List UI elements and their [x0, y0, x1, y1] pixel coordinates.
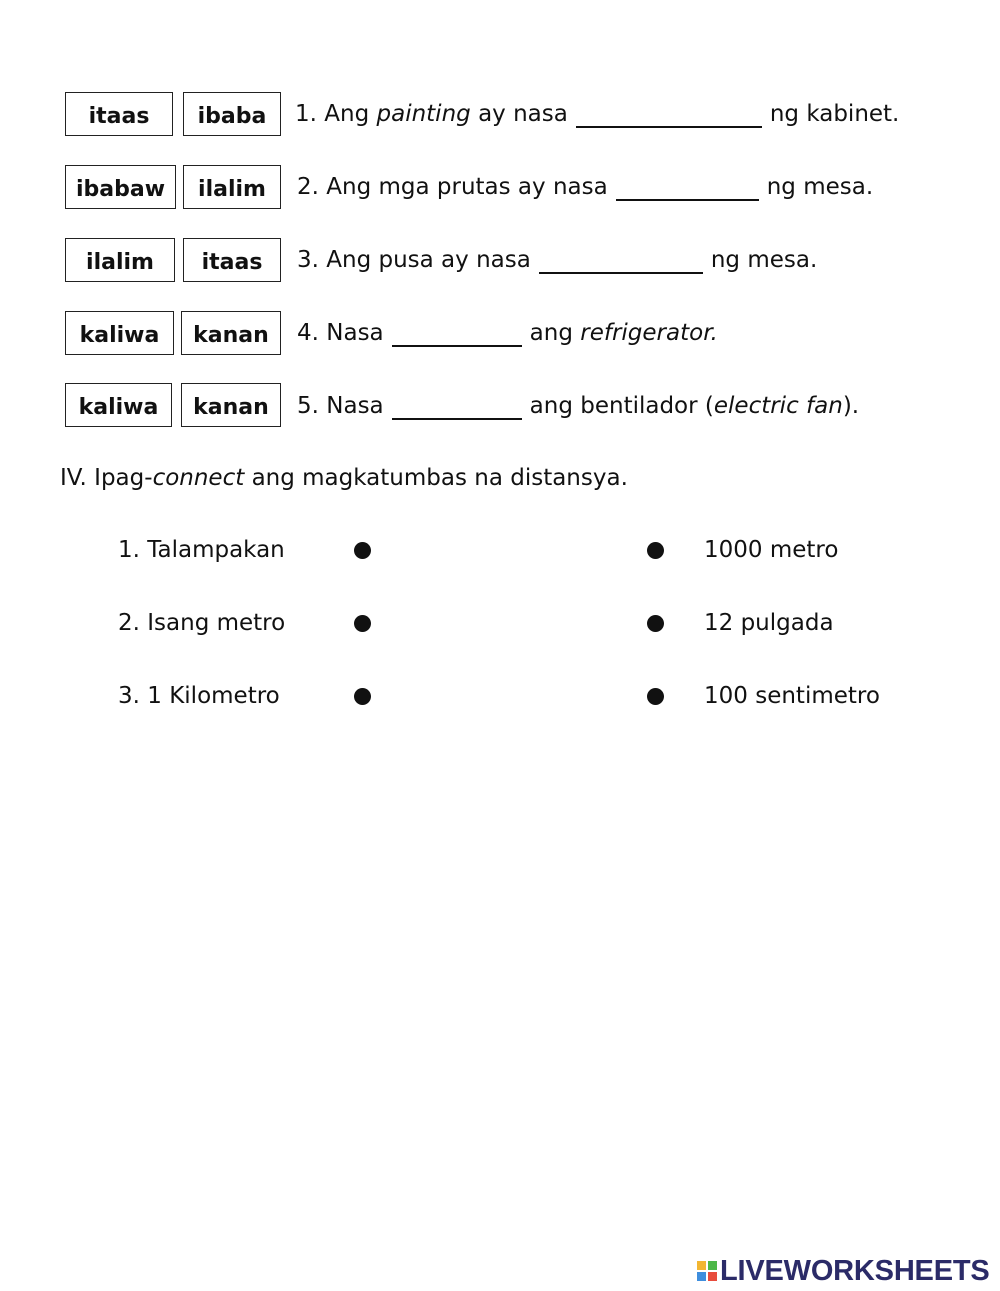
section-title [60, 463, 628, 493]
question-text: Ang [324, 101, 370, 127]
question-text: ng mesa. [766, 174, 874, 200]
question-number: 1. [295, 101, 317, 127]
match-left-3: 3. 1 Kilometro [118, 683, 280, 709]
logo-block [708, 1261, 717, 1270]
match-left-2: 2. Isang metro [118, 610, 286, 636]
choice-itaas[interactable]: itaas [65, 92, 173, 136]
match-left-dot-2[interactable] [354, 615, 371, 632]
question-text: ang [529, 320, 573, 346]
match-left-dot-1[interactable] [354, 542, 371, 559]
question-number: 4. [297, 320, 319, 346]
answer-blank-5[interactable] [392, 394, 522, 420]
question-3 [297, 245, 817, 275]
match-right-dot-1[interactable] [647, 542, 664, 559]
question-text: ng kabinet. [769, 101, 900, 127]
match-right-3: 100 sentimetro [704, 683, 880, 709]
section-title-prefix: IV. Ipag- [60, 465, 153, 491]
question-4 [297, 318, 718, 348]
question-5 [297, 391, 859, 421]
question-italic-word: electric fan [713, 393, 843, 419]
match-right-2: 12 pulgada [704, 610, 834, 636]
choice-kanan[interactable]: kanan [181, 383, 281, 427]
question-italic-word: refrigerator. [580, 320, 718, 346]
logo-block [697, 1272, 706, 1281]
question-text: ng mesa. [710, 247, 818, 273]
logo-block [697, 1261, 706, 1270]
question-number: 3. [297, 247, 319, 273]
choice-ilalim[interactable]: ilalim [65, 238, 175, 282]
answer-blank-2[interactable] [616, 175, 759, 201]
question-italic-word: painting [376, 101, 471, 127]
match-right-1: 1000 metro [704, 537, 839, 563]
match-left-dot-3[interactable] [354, 688, 371, 705]
question-text: Nasa [326, 393, 384, 419]
match-left-1: 1. Talampakan [118, 537, 285, 563]
choice-kanan[interactable]: kanan [181, 311, 281, 355]
question-text: ay nasa [478, 101, 568, 127]
section-title-italic: connect [152, 465, 245, 491]
choice-kaliwa[interactable]: kaliwa [65, 383, 172, 427]
match-right-dot-2[interactable] [647, 615, 664, 632]
choice-kaliwa[interactable]: kaliwa [65, 311, 174, 355]
answer-blank-3[interactable] [539, 248, 703, 274]
question-1 [295, 99, 899, 129]
question-text: Ang mga prutas ay nasa [326, 174, 608, 200]
choice-ibaba[interactable]: ibaba [183, 92, 281, 136]
question-number: 2. [297, 174, 319, 200]
logo-text: LIVEWORKSHEETS [720, 1254, 990, 1287]
match-right-dot-3[interactable] [647, 688, 664, 705]
question-number: 5. [297, 393, 319, 419]
question-text: ang bentilador ( [529, 393, 714, 419]
choice-ilalim[interactable]: ilalim [183, 165, 281, 209]
answer-blank-1[interactable] [576, 102, 762, 128]
liveworksheets-logo [697, 1255, 990, 1287]
answer-blank-4[interactable] [392, 321, 522, 347]
question-text: Nasa [326, 320, 384, 346]
question-text: Ang pusa ay nasa [326, 247, 531, 273]
logo-blocks-icon [697, 1261, 717, 1281]
question-text: ). [842, 393, 860, 419]
section-title-suffix: ang magkatumbas na distansya. [251, 465, 628, 491]
choice-ibabaw[interactable]: ibabaw [65, 165, 176, 209]
logo-block [708, 1272, 717, 1281]
question-2 [297, 172, 873, 202]
choice-itaas[interactable]: itaas [183, 238, 281, 282]
